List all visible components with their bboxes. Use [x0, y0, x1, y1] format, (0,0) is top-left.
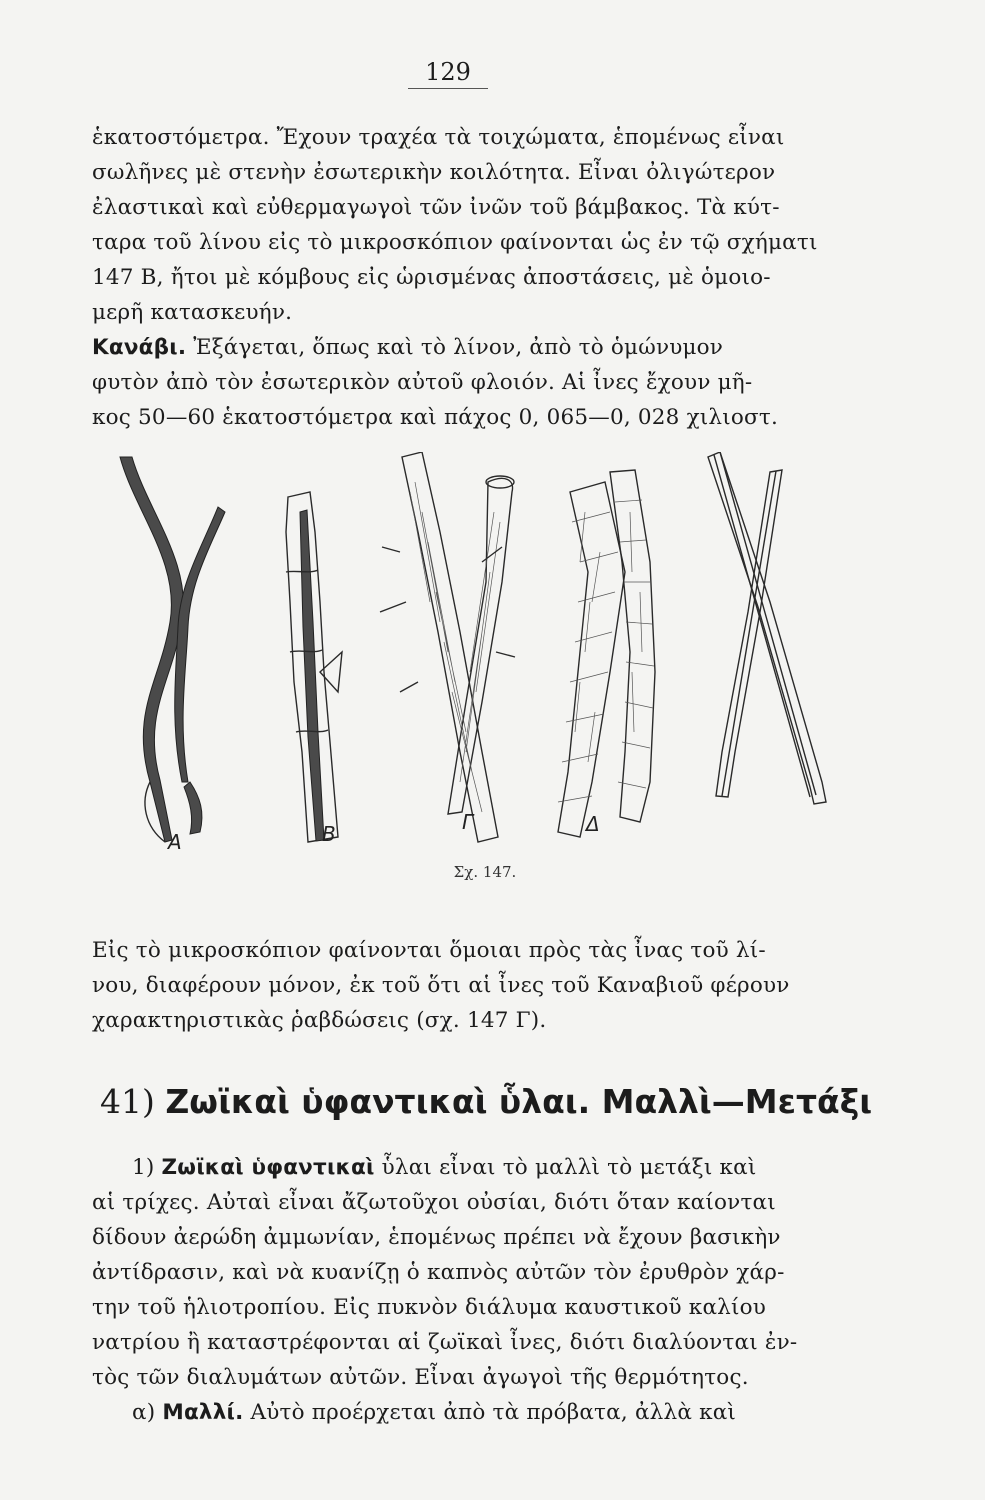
- fiber-illustration: [110, 452, 870, 862]
- text-line: ἑκατοστόμετρα. Ἔχουν τραχέα τὰ τοιχώματα, ἑπομένως εἶναι: [92, 125, 785, 150]
- text-line: ταρα τοῦ λίνου εἰς τὸ μικροσκόπιον φαίνονται ὡς ἐν τῷ σχήματι: [92, 230, 818, 255]
- text-line: νου, διαφέρουν μόνον, ἐκ τοῦ ὅτι αἱ ἶνες τοῦ Καναβιοῦ φέρουν: [92, 973, 790, 998]
- text-line: [92, 330, 852, 365]
- animal-fibers-term: Ζωϊκαὶ ὑφαντικαὶ: [161, 1155, 375, 1180]
- paragraph-animal-fibers: [92, 1150, 852, 1430]
- crossed-fibers-drawing: [708, 452, 826, 804]
- figure-label-delta: Δ: [586, 812, 600, 836]
- text-line: [92, 1150, 852, 1185]
- list-letter: α): [132, 1400, 156, 1425]
- text-line: μερῆ κατασκευήν.: [92, 300, 293, 325]
- fiber-b-drawing: [286, 492, 342, 842]
- text-line: νατρίου ἢ καταστρέφονται αἱ ζωϊκαὶ ἶνες, διότι διαλύονται ἐν-: [92, 1330, 798, 1355]
- figure-label-b: Β: [322, 822, 336, 846]
- section-title: Ζωϊκαὶ ὑφαντικαὶ ὗλαι. Μαλλὶ—Μετάξι: [165, 1082, 873, 1121]
- text-line: φυτὸν ἀπὸ τὸν ἐσωτερικὸν αὐτοῦ φλοιόν. Αἱ ἶνες ἔχουν μῆ-: [92, 370, 753, 395]
- text-line: [92, 1395, 852, 1430]
- paragraph-hemp-microscope: [92, 933, 852, 1038]
- text-line: σωλῆνες μὲ στενὴν ἐσωτερικὴν κοιλότητα. Εἶναι ὀλιγώτερον: [92, 160, 776, 185]
- page-number: 129: [408, 58, 488, 89]
- figure-label-gamma: Γ: [462, 810, 474, 834]
- text-line: ἐλαστικαὶ καὶ εὐθερμαγωγοὶ τῶν ἰνῶν τοῦ βάμβακος. Τὰ κύτ-: [92, 195, 780, 220]
- figure-147-fibers: [110, 452, 870, 862]
- fiber-gamma-drawing: [380, 452, 515, 842]
- text-line: τὸς τῶν διαλυμάτων αὐτῶν. Εἶναι ἀγωγοὶ τῆς θερμότητος.: [92, 1365, 749, 1390]
- section-number: 41): [100, 1082, 155, 1121]
- text-span: Αὐτὸ προέρχεται ἀπὸ τὰ πρόβατα, ἀλλὰ καὶ: [243, 1400, 737, 1425]
- text-line: αἱ τρίχες. Αὐταὶ εἶναι ἄζωτοῦχοι οὐσίαι, διότι ὅταν καίονται: [92, 1190, 776, 1215]
- text-line: Εἰς τὸ μικροσκόπιον φαίνονται ὅμοιαι πρὸς τὰς ἶνας τοῦ λί-: [92, 938, 766, 963]
- figure-caption: Σχ. 147.: [453, 863, 517, 881]
- text-line: 147 Β, ἤτοι μὲ κόμβους εἰς ὡρισμένας ἀποστάσεις, μὲ ὁμοιο-: [92, 265, 771, 290]
- text-line: κος 50—60 ἑκατοστόμετρα καὶ πάχος 0, 065—0, 028 χιλιοστ.: [92, 405, 779, 430]
- figure-label-a: Α: [168, 830, 182, 854]
- hemp-term: Κανάβι.: [92, 335, 187, 360]
- wool-term: Μαλλί.: [162, 1400, 244, 1425]
- text-line: χαρακτηριστικὰς ῥαβδώσεις (σχ. 147 Γ).: [92, 1008, 547, 1033]
- text-line: την τοῦ ἡλιοτροπίου. Εἰς πυκνὸν διάλυμα καυστικοῦ καλίου: [92, 1295, 767, 1320]
- text-span: Ἐξάγεται, ὅπως καὶ τὸ λίνον, ἀπὸ τὸ ὁμώνυμον: [186, 335, 724, 360]
- text-line: ἀντίδρασιν, καὶ νὰ κυανίζῃ ὁ καπνὸς αὐτῶν τὸν ἐρυθρὸν χάρ-: [92, 1260, 785, 1285]
- paragraph-flax: [92, 120, 852, 435]
- section-heading: [100, 1082, 873, 1121]
- text-span: ὗλαι εἶναι τὸ μαλλὶ τὸ μετάξι καὶ: [374, 1155, 757, 1180]
- fiber-a-drawing: [120, 457, 225, 842]
- list-number: 1): [132, 1155, 155, 1180]
- fiber-delta-drawing: [558, 470, 655, 837]
- text-line: δίδουν ἀερώδη ἀμμωνίαν, ἑπομένως πρέπει νὰ ἔχουν βασικὴν: [92, 1225, 781, 1250]
